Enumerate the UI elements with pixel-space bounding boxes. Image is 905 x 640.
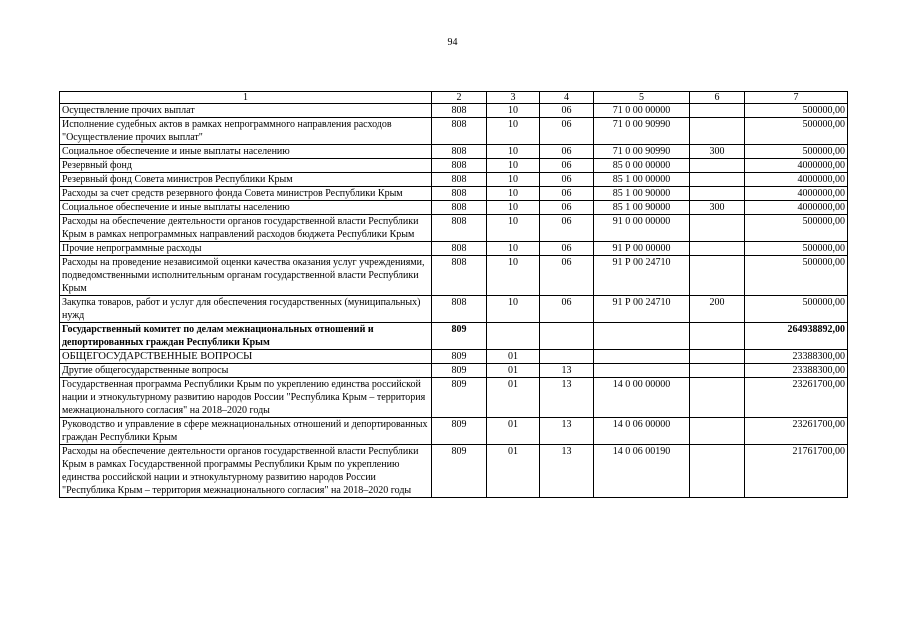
ministry-code-cell: 808 [432, 256, 487, 296]
column-header: 4 [540, 92, 594, 104]
section-cell: 10 [487, 215, 540, 242]
target-item-cell: 71 0 00 90990 [594, 118, 690, 145]
row-name-cell: Расходы на обеспечение деятельности органов государственной власти Республики Крым в рамках Государственной программы Республики Крым по укреплению единства российской нации и этнокультурному развитию народов России "Республика Крым – территория межнационального согласия" на 2018–2020 годы [60, 445, 432, 498]
table-row [60, 104, 848, 118]
expense-type-cell [690, 215, 745, 242]
amount-cell: 23261700,00 [745, 378, 848, 418]
amount-cell: 500000,00 [745, 296, 848, 323]
expense-type-cell [690, 364, 745, 378]
row-name-cell: Расходы на обеспечение деятельности органов государственной власти Республики Крым в рамках непрограммных направлений расходов бюджета Республики Крым [60, 215, 432, 242]
expense-type-cell [690, 418, 745, 445]
expense-type-cell: 300 [690, 145, 745, 159]
ministry-code-cell: 808 [432, 159, 487, 173]
amount-cell: 23261700,00 [745, 418, 848, 445]
section-cell: 10 [487, 173, 540, 187]
ministry-code-cell: 809 [432, 350, 487, 364]
row-name-cell: Закупка товаров, работ и услуг для обеспечения государственных (муниципальных) нужд [60, 296, 432, 323]
budget-table [59, 91, 848, 498]
target-item-cell [594, 364, 690, 378]
amount-cell: 4000000,00 [745, 159, 848, 173]
amount-cell: 21761700,00 [745, 445, 848, 498]
table-row [60, 418, 848, 445]
row-name-cell: Социальное обеспечение и иные выплаты населению [60, 145, 432, 159]
ministry-code-cell: 808 [432, 296, 487, 323]
table-row [60, 364, 848, 378]
expense-type-cell [690, 118, 745, 145]
column-header: 3 [487, 92, 540, 104]
table-row [60, 242, 848, 256]
amount-cell: 23388300,00 [745, 364, 848, 378]
amount-cell: 4000000,00 [745, 201, 848, 215]
target-item-cell: 91 0 00 00000 [594, 215, 690, 242]
section-cell: 01 [487, 445, 540, 498]
expense-type-cell [690, 350, 745, 364]
expense-type-cell [690, 242, 745, 256]
expense-type-cell [690, 187, 745, 201]
expense-type-cell: 300 [690, 201, 745, 215]
section-cell: 10 [487, 187, 540, 201]
row-name-cell: Социальное обеспечение и иные выплаты населению [60, 201, 432, 215]
amount-cell: 500000,00 [745, 118, 848, 145]
row-name-cell: Расходы за счет средств резервного фонда Совета министров Республики Крым [60, 187, 432, 201]
expense-type-cell [690, 256, 745, 296]
expense-type-cell [690, 323, 745, 350]
table-row [60, 159, 848, 173]
target-item-cell: 91 Р 00 24710 [594, 296, 690, 323]
table-row [60, 323, 848, 350]
ministry-code-cell: 808 [432, 201, 487, 215]
ministry-code-cell: 808 [432, 104, 487, 118]
row-name-cell: Руководство и управление в сфере межнациональных отношений и депортированных граждан Республики Крым [60, 418, 432, 445]
target-item-cell: 85 1 00 90000 [594, 187, 690, 201]
amount-cell: 500000,00 [745, 256, 848, 296]
table-row [60, 445, 848, 498]
ministry-code-cell: 808 [432, 215, 487, 242]
section-cell: 10 [487, 145, 540, 159]
subsection-cell [540, 350, 594, 364]
ministry-code-cell: 809 [432, 364, 487, 378]
amount-cell: 500000,00 [745, 104, 848, 118]
ministry-code-cell: 808 [432, 145, 487, 159]
section-cell: 10 [487, 104, 540, 118]
subsection-cell: 13 [540, 418, 594, 445]
subsection-cell: 13 [540, 364, 594, 378]
ministry-code-cell: 809 [432, 378, 487, 418]
table-row [60, 296, 848, 323]
subsection-cell: 06 [540, 256, 594, 296]
row-name-cell: Осуществление прочих выплат [60, 104, 432, 118]
ministry-code-cell: 808 [432, 118, 487, 145]
subsection-cell: 06 [540, 104, 594, 118]
amount-cell: 4000000,00 [745, 187, 848, 201]
row-name-cell: Исполнение судебных актов в рамках непрограммного направления расходов "Осуществление прочих выплат" [60, 118, 432, 145]
table-row [60, 201, 848, 215]
target-item-cell: 14 0 06 00190 [594, 445, 690, 498]
page-number: 94 [447, 37, 458, 48]
expense-type-cell [690, 173, 745, 187]
target-item-cell: 91 Р 00 24710 [594, 256, 690, 296]
subsection-cell: 06 [540, 215, 594, 242]
column-header: 7 [745, 92, 848, 104]
subsection-cell: 06 [540, 159, 594, 173]
target-item-cell: 85 0 00 00000 [594, 159, 690, 173]
table-row [60, 145, 848, 159]
amount-cell: 23388300,00 [745, 350, 848, 364]
expense-type-cell [690, 159, 745, 173]
ministry-code-cell: 809 [432, 418, 487, 445]
table-row [60, 118, 848, 145]
subsection-cell [540, 323, 594, 350]
row-name-cell: Другие общегосударственные вопросы [60, 364, 432, 378]
table-row [60, 350, 848, 364]
ministry-code-cell: 808 [432, 173, 487, 187]
subsection-cell: 13 [540, 378, 594, 418]
section-cell: 10 [487, 159, 540, 173]
row-name-cell: Прочие непрограммные расходы [60, 242, 432, 256]
row-name-cell: Государственный комитет по делам межнациональных отношений и депортированных граждан Республики Крым [60, 323, 432, 350]
target-item-cell: 85 1 00 90000 [594, 201, 690, 215]
target-item-cell: 85 1 00 00000 [594, 173, 690, 187]
section-cell: 10 [487, 296, 540, 323]
column-header: 6 [690, 92, 745, 104]
row-name-cell: Расходы на проведение независимой оценки качества оказания услуг учреждениями, подведомственными исполнительным органам государственной власти Республики Крым [60, 256, 432, 296]
target-item-cell [594, 350, 690, 364]
section-cell: 01 [487, 378, 540, 418]
ministry-code-cell: 809 [432, 445, 487, 498]
table-row [60, 215, 848, 242]
table-row [60, 187, 848, 201]
ministry-code-cell: 808 [432, 187, 487, 201]
ministry-code-cell: 809 [432, 323, 487, 350]
subsection-cell: 06 [540, 201, 594, 215]
row-name-cell: ОБЩЕГОСУДАРСТВЕННЫЕ ВОПРОСЫ [60, 350, 432, 364]
section-cell: 10 [487, 201, 540, 215]
subsection-cell: 06 [540, 145, 594, 159]
column-number-row [60, 92, 848, 104]
section-cell: 10 [487, 256, 540, 296]
expense-type-cell [690, 378, 745, 418]
expense-type-cell: 200 [690, 296, 745, 323]
subsection-cell: 06 [540, 173, 594, 187]
column-header: 5 [594, 92, 690, 104]
target-item-cell: 14 0 00 00000 [594, 378, 690, 418]
section-cell: 01 [487, 364, 540, 378]
amount-cell: 500000,00 [745, 215, 848, 242]
target-item-cell: 91 Р 00 00000 [594, 242, 690, 256]
table-row [60, 378, 848, 418]
subsection-cell: 06 [540, 118, 594, 145]
section-cell: 10 [487, 118, 540, 145]
row-name-cell: Резервный фонд [60, 159, 432, 173]
amount-cell: 4000000,00 [745, 173, 848, 187]
section-cell: 01 [487, 350, 540, 364]
expense-type-cell [690, 445, 745, 498]
subsection-cell: 06 [540, 242, 594, 256]
column-header: 1 [60, 92, 432, 104]
subsection-cell: 13 [540, 445, 594, 498]
subsection-cell: 06 [540, 187, 594, 201]
section-cell: 01 [487, 418, 540, 445]
section-cell [487, 323, 540, 350]
row-name-cell: Государственная программа Республики Крым по укреплению единства российской нации и этнокультурному развитию народов России "Республика Крым – территория межнационального согласия" на 2018–2020 годы [60, 378, 432, 418]
target-item-cell: 71 0 00 90990 [594, 145, 690, 159]
amount-cell: 500000,00 [745, 242, 848, 256]
target-item-cell: 14 0 06 00000 [594, 418, 690, 445]
subsection-cell: 06 [540, 296, 594, 323]
row-name-cell: Резервный фонд Совета министров Республики Крым [60, 173, 432, 187]
table-row [60, 256, 848, 296]
table-row [60, 173, 848, 187]
amount-cell: 500000,00 [745, 145, 848, 159]
section-cell: 10 [487, 242, 540, 256]
column-header: 2 [432, 92, 487, 104]
ministry-code-cell: 808 [432, 242, 487, 256]
amount-cell: 264938892,00 [745, 323, 848, 350]
target-item-cell: 71 0 00 00000 [594, 104, 690, 118]
target-item-cell [594, 323, 690, 350]
expense-type-cell [690, 104, 745, 118]
